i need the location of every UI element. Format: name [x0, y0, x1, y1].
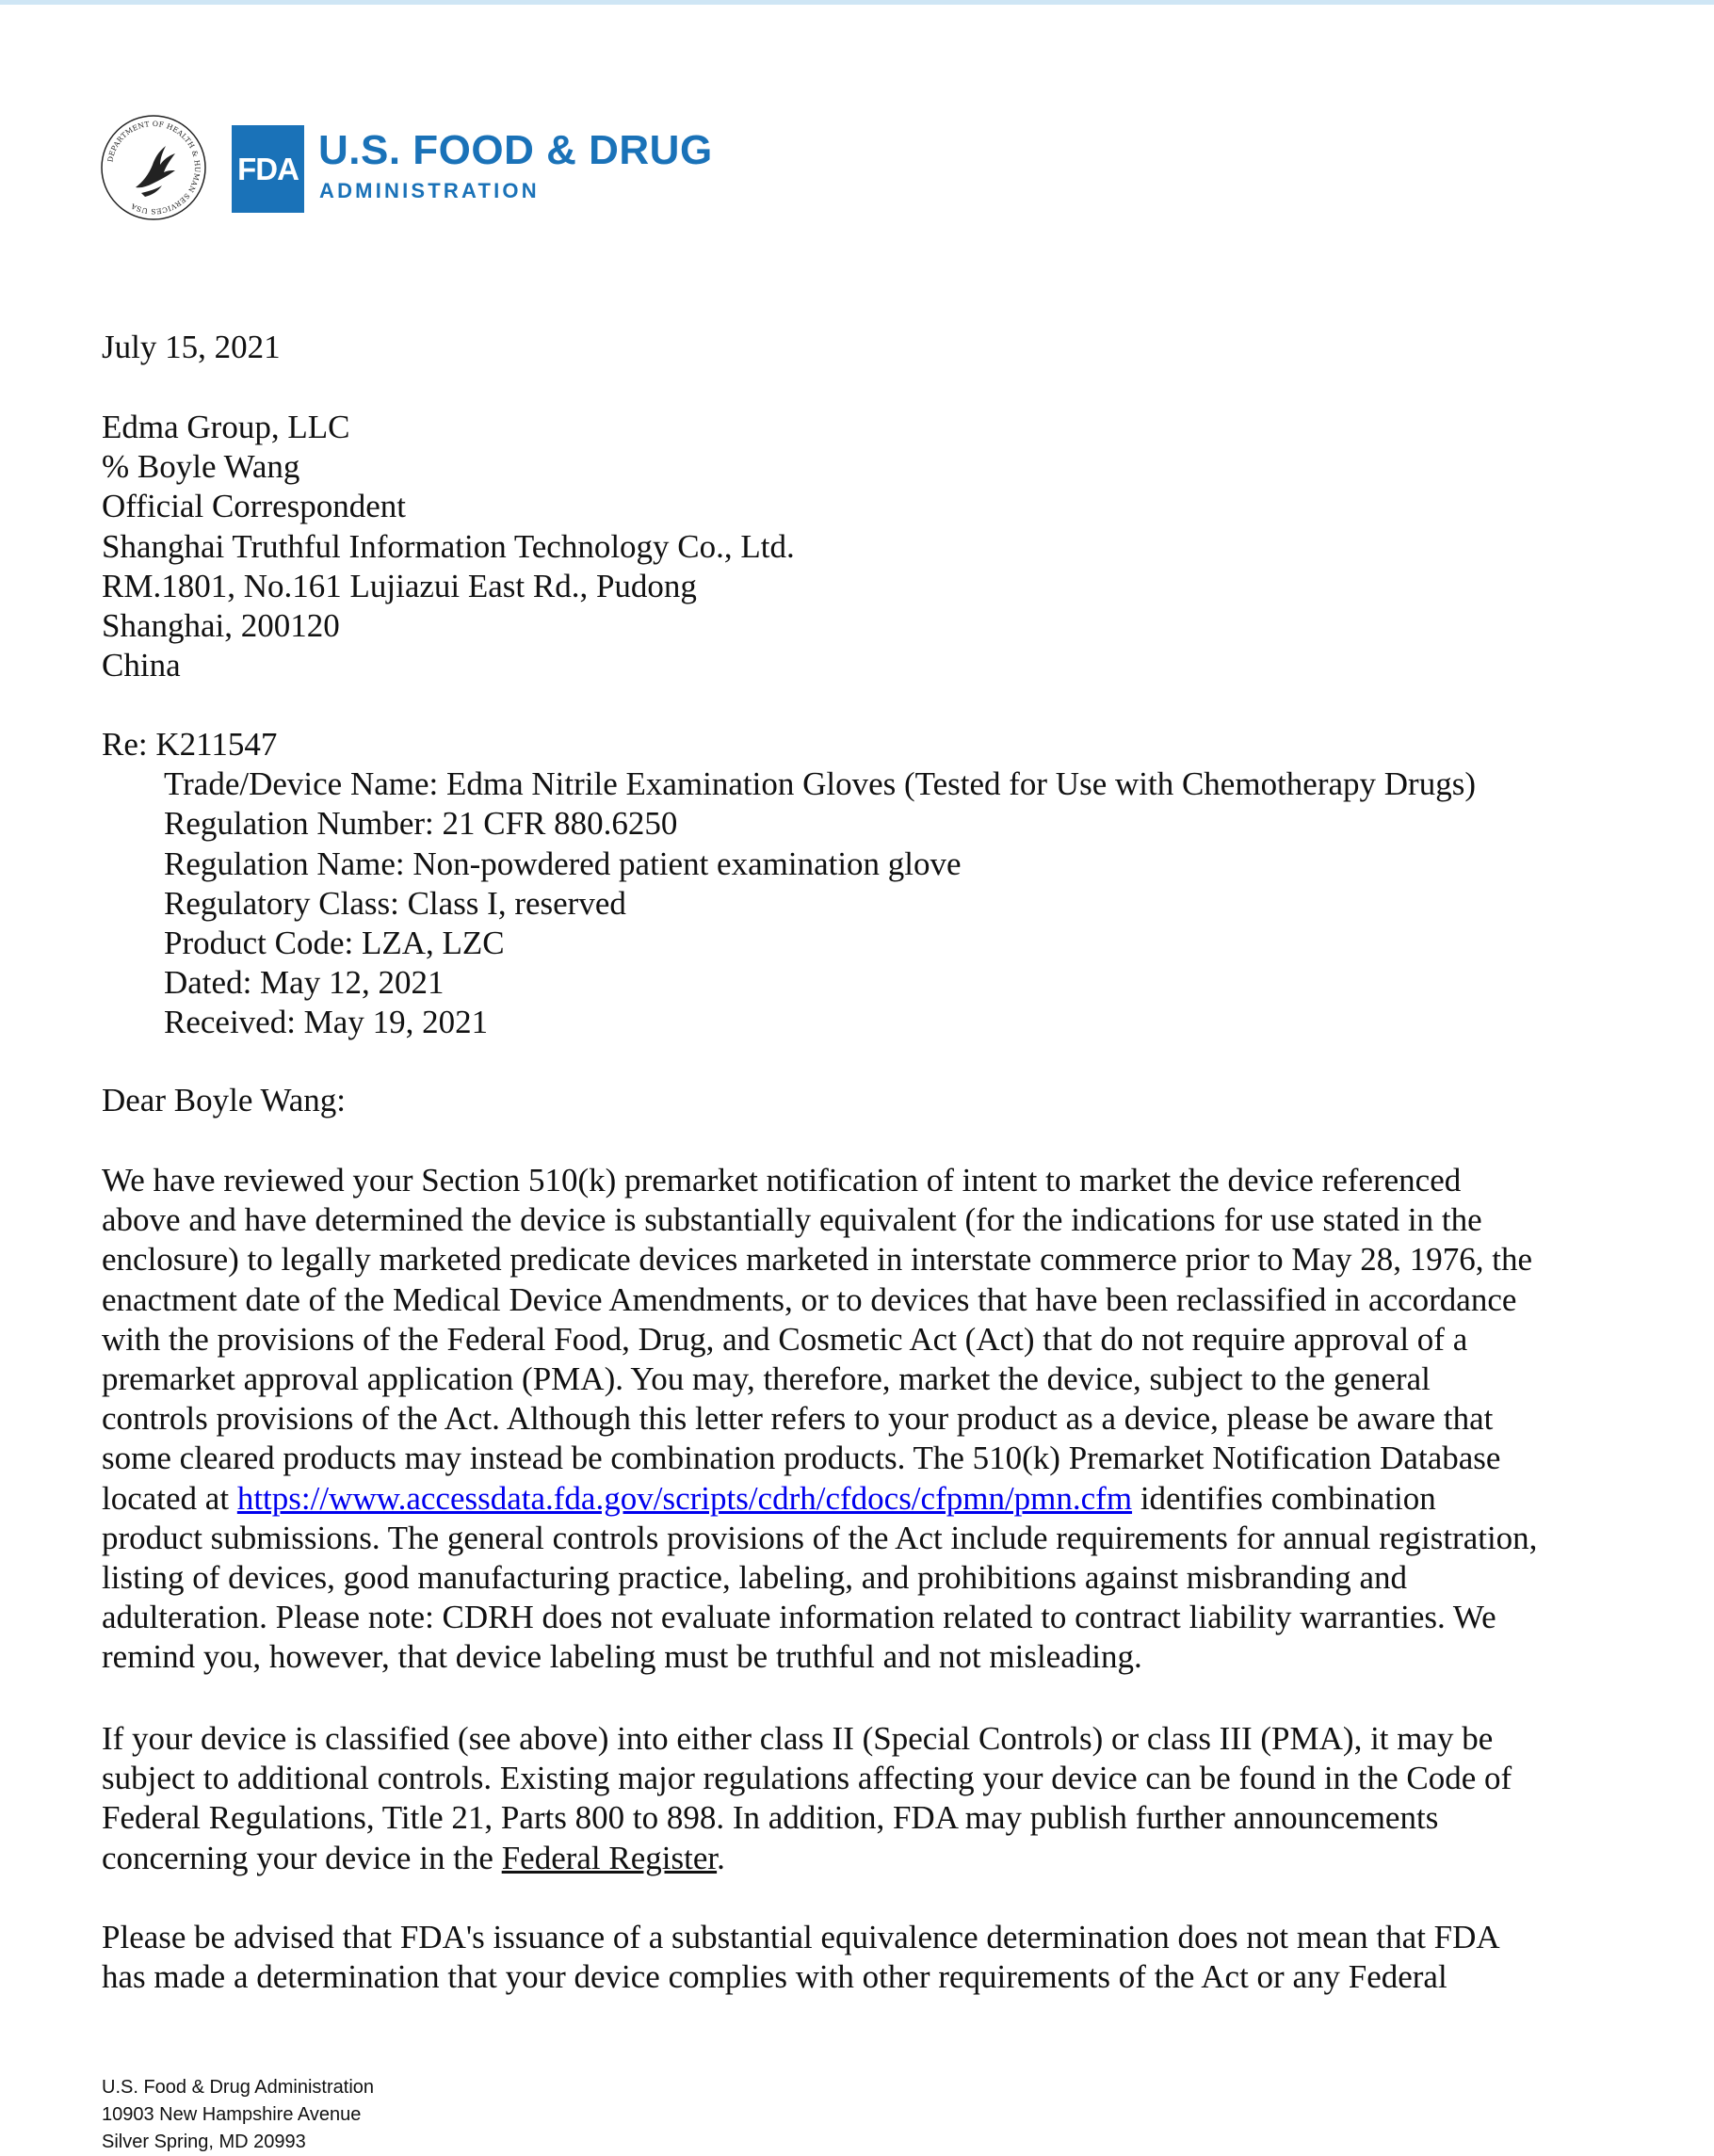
salutation-text: Dear Boyle Wang:: [102, 1082, 346, 1118]
agency-address-footer: [102, 2074, 374, 2156]
re-item: Regulation Name: Non-powdered patient examination glove: [164, 845, 962, 882]
address-line: Official Correspondent: [102, 488, 407, 525]
address-line: RM.1801, No.161 Lujiazui East Rd., Pudong: [102, 567, 697, 604]
paragraph-line: above and have determined the device is substantially equivalent (for the indications for use stated in the: [102, 1201, 1482, 1239]
paragraph-line: has made a determination that your device complies with other requirements of the Act or any Federal: [102, 1958, 1447, 1996]
paragraph-classification: [102, 1719, 1646, 1878]
paragraph-line: remind you, however, that device labeling must be truthful and not misleading.: [102, 1638, 1142, 1676]
re-item: Regulatory Class: Class I, reserved: [164, 884, 626, 922]
footer-line: 10903 New Hampshire Avenue: [102, 2104, 362, 2125]
federal-register-suffix: .: [717, 1839, 725, 1876]
re-item: Product Code: LZA, LZC: [164, 924, 505, 961]
address-line: China: [102, 647, 181, 684]
re-item: Trade/Device Name: Edma Nitrile Examination Gloves (Tested for Use with Chemotherapy Drugs): [164, 765, 1476, 803]
link-suffix: identifies combination: [1132, 1479, 1436, 1517]
federal-register-prefix: concerning your device in the: [102, 1839, 502, 1876]
pmn-database-link[interactable]: https://www.accessdata.fda.gov/scripts/cdrh/cfdocs/cfpmn/pmn.cfm: [236, 1479, 1133, 1517]
reference-block: [102, 725, 1646, 1043]
address-line: Shanghai Truthful Information Technology Co., Ltd.: [102, 527, 795, 565]
paragraph-line: subject to additional controls. Existing major regulations affecting your device can be found in the Code of: [102, 1760, 1512, 1797]
svg-text:DEPARTMENT OF HEALTH & HUMAN S: DEPARTMENT OF HEALTH & HUMAN SERVICES USA: [105, 119, 202, 217]
paragraph-determination: [102, 1161, 1646, 1677]
re-item: Dated: May 12, 2021: [164, 964, 445, 1002]
agency-subtitle: ADMINISTRATION: [319, 179, 540, 202]
paragraph-line: Federal Regulations, Title 21, Parts 800 to 898. In addition, FDA may publish further announcements: [102, 1799, 1439, 1837]
re-line: Re: K211547: [102, 726, 278, 763]
address-line: Shanghai, 200120: [102, 606, 340, 644]
hhs-seal-icon: [100, 114, 207, 221]
paragraph-line: Please be advised that FDA's issuance of a substantial equivalence determination does not mean that FDA: [102, 1919, 1500, 1955]
address-line: % Boyle Wang: [102, 448, 300, 486]
footer-line: U.S. Food & Drug Administration: [102, 2077, 375, 2098]
paragraph-line-with-link: [102, 1479, 1646, 1519]
fda-logo-text: FDA: [237, 151, 299, 186]
footer-line: Silver Spring, MD 20993: [102, 2132, 306, 2152]
salutation: [102, 1081, 1646, 1120]
letter-date: [102, 328, 1646, 367]
paragraph-advisory: [102, 1918, 1646, 1997]
recipient-address: [102, 408, 1646, 685]
paragraph-line-federal-register: [102, 1839, 1646, 1878]
paragraph-line: enactment date of the Medical Device Amendments, or to devices that have been reclassified in accordance: [102, 1280, 1517, 1318]
paragraph-line: adulteration. Please note: CDRH does not evaluate information related to contract liability warranties. We: [102, 1599, 1496, 1636]
paragraph-line: controls provisions of the Act. Although this letter refers to your product as a device, please be aware that: [102, 1400, 1494, 1438]
paragraph-line: listing of devices, good manufacturing practice, labeling, and prohibitions against misbranding and: [102, 1558, 1408, 1596]
paragraph-line: enclosure) to legally marketed predicate devices marketed in interstate commerce prior to May 28, 1976, the: [102, 1241, 1532, 1279]
paragraph-line: product submissions. The general controls provisions of the Act include requirements for annual registration,: [102, 1519, 1538, 1556]
date-text: July 15, 2021: [102, 329, 281, 365]
paragraph-line: We have reviewed your Section 510(k) premarket notification of intent to market the device referenced: [102, 1162, 1462, 1199]
federal-register-text: Federal Register: [501, 1839, 718, 1876]
address-line: Edma Group, LLC: [102, 409, 350, 445]
agency-name: U.S. FOOD & DRUG: [318, 127, 713, 173]
re-item: Received: May 19, 2021: [164, 1004, 489, 1041]
paragraph-line: with the provisions of the Federal Food, Drug, and Cosmetic Act (Act) that do not require approval of a: [102, 1320, 1468, 1358]
re-item: Regulation Number: 21 CFR 880.6250: [164, 805, 678, 843]
link-prefix: located at: [102, 1479, 237, 1517]
fda-logo-mark: [232, 125, 304, 213]
paragraph-line: premarket approval application (PMA). You may, therefore, market the device, subject to the general: [102, 1360, 1431, 1397]
paragraph-line: some cleared products may instead be combination products. The 510(k) Premarket Notification Database: [102, 1440, 1501, 1477]
paragraph-line: If your device is classified (see above) into either class II (Special Controls) or class III (PMA), it may be: [102, 1720, 1494, 1757]
